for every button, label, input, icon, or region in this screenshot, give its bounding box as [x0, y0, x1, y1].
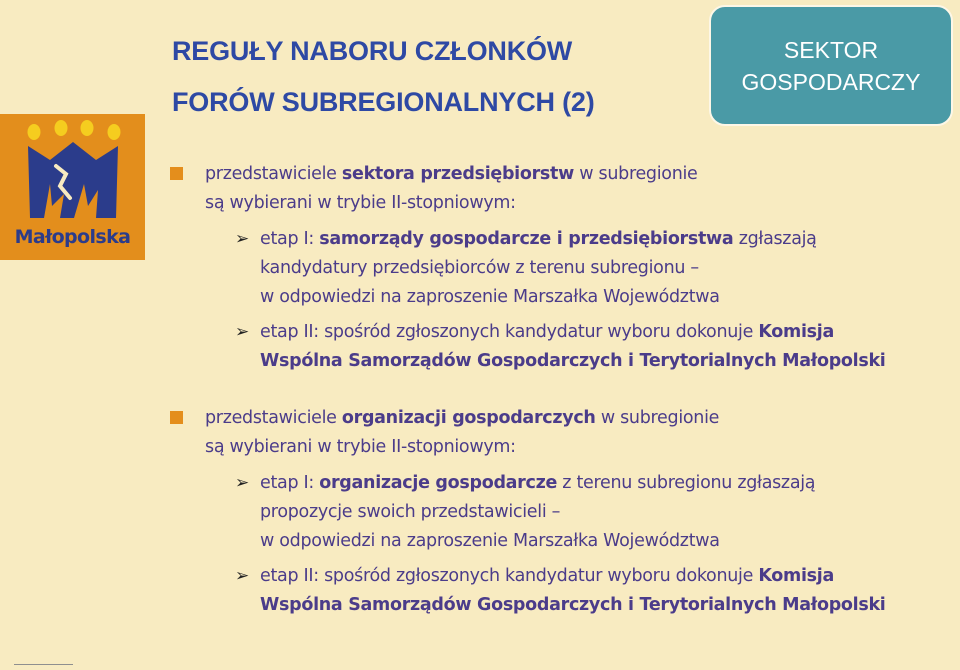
- section-1-line-1: przedstawiciele sektora przedsiębiorstw w subregionie: [205, 164, 698, 184]
- stage-item: [205, 225, 950, 312]
- stage-1-line-3: w odpowiedzi na zaproszenie Marszałka Województwa: [260, 531, 720, 551]
- section-2-line-2: są wybierani w trybie II-stopniowym:: [205, 437, 516, 457]
- stage-item: [205, 562, 950, 620]
- section-1-line-2: są wybierani w trybie II-stopniowym:: [205, 193, 516, 213]
- logo-text: Małopolska: [14, 226, 131, 248]
- arrow-bullet-icon: ➢: [235, 229, 249, 249]
- square-bullet-icon: [170, 411, 183, 424]
- section-2-line-1: przedstawiciele organizacji gospodarczych w subregionie: [205, 408, 720, 428]
- slide-title-line2: FORÓW SUBREGIONALNYCH (2): [172, 87, 595, 117]
- stage-1-line-3: w odpowiedzi na zaproszenie Marszałka Województwa: [260, 287, 720, 307]
- stage-1-line-2: propozycje swoich przedstawicieli –: [260, 502, 561, 522]
- sector-badge: [709, 5, 953, 126]
- section-2-stages: [205, 469, 950, 620]
- stage-2-line-2: Wspólna Samorządów Gospodarczych i Terytorialnych Małopolski: [260, 351, 886, 371]
- stage-1-line-2: kandydatury przedsiębiorców z terenu subregionu –: [260, 258, 699, 278]
- footer-divider: [14, 664, 73, 665]
- bullet-section-1: [170, 160, 950, 376]
- bullet-section-2: [170, 404, 950, 620]
- arrow-bullet-icon: ➢: [235, 566, 249, 586]
- sector-badge-line2: GOSPODARCZY: [741, 68, 921, 95]
- section-1-stages: [205, 225, 950, 376]
- stage-item: [205, 318, 950, 376]
- sector-badge-line1: SEKTOR: [783, 36, 879, 63]
- slide-title-line1: REGUŁY NABORU CZŁONKÓW: [172, 36, 573, 66]
- malopolska-logo: [0, 114, 145, 260]
- slide-content: [170, 160, 950, 620]
- stage-1-line-1: etap I: organizacje gospodarcze z terenu subregionu zgłaszają: [260, 473, 816, 493]
- arrow-bullet-icon: ➢: [235, 473, 249, 493]
- square-bullet-icon: [170, 167, 183, 180]
- arrow-bullet-icon: ➢: [235, 322, 249, 342]
- stage-1-line-1: etap I: samorządy gospodarcze i przedsiębiorstwa zgłaszają: [260, 229, 817, 249]
- stage-2-line-2: Wspólna Samorządów Gospodarczych i Terytorialnych Małopolski: [260, 595, 886, 615]
- stage-item: [205, 469, 950, 556]
- stage-2-line-1: etap II: spośród zgłoszonych kandydatur wyboru dokonuje Komisja: [260, 322, 834, 342]
- slide-title: [172, 26, 595, 128]
- stage-2-line-1: etap II: spośród zgłoszonych kandydatur wyboru dokonuje Komisja: [260, 566, 834, 586]
